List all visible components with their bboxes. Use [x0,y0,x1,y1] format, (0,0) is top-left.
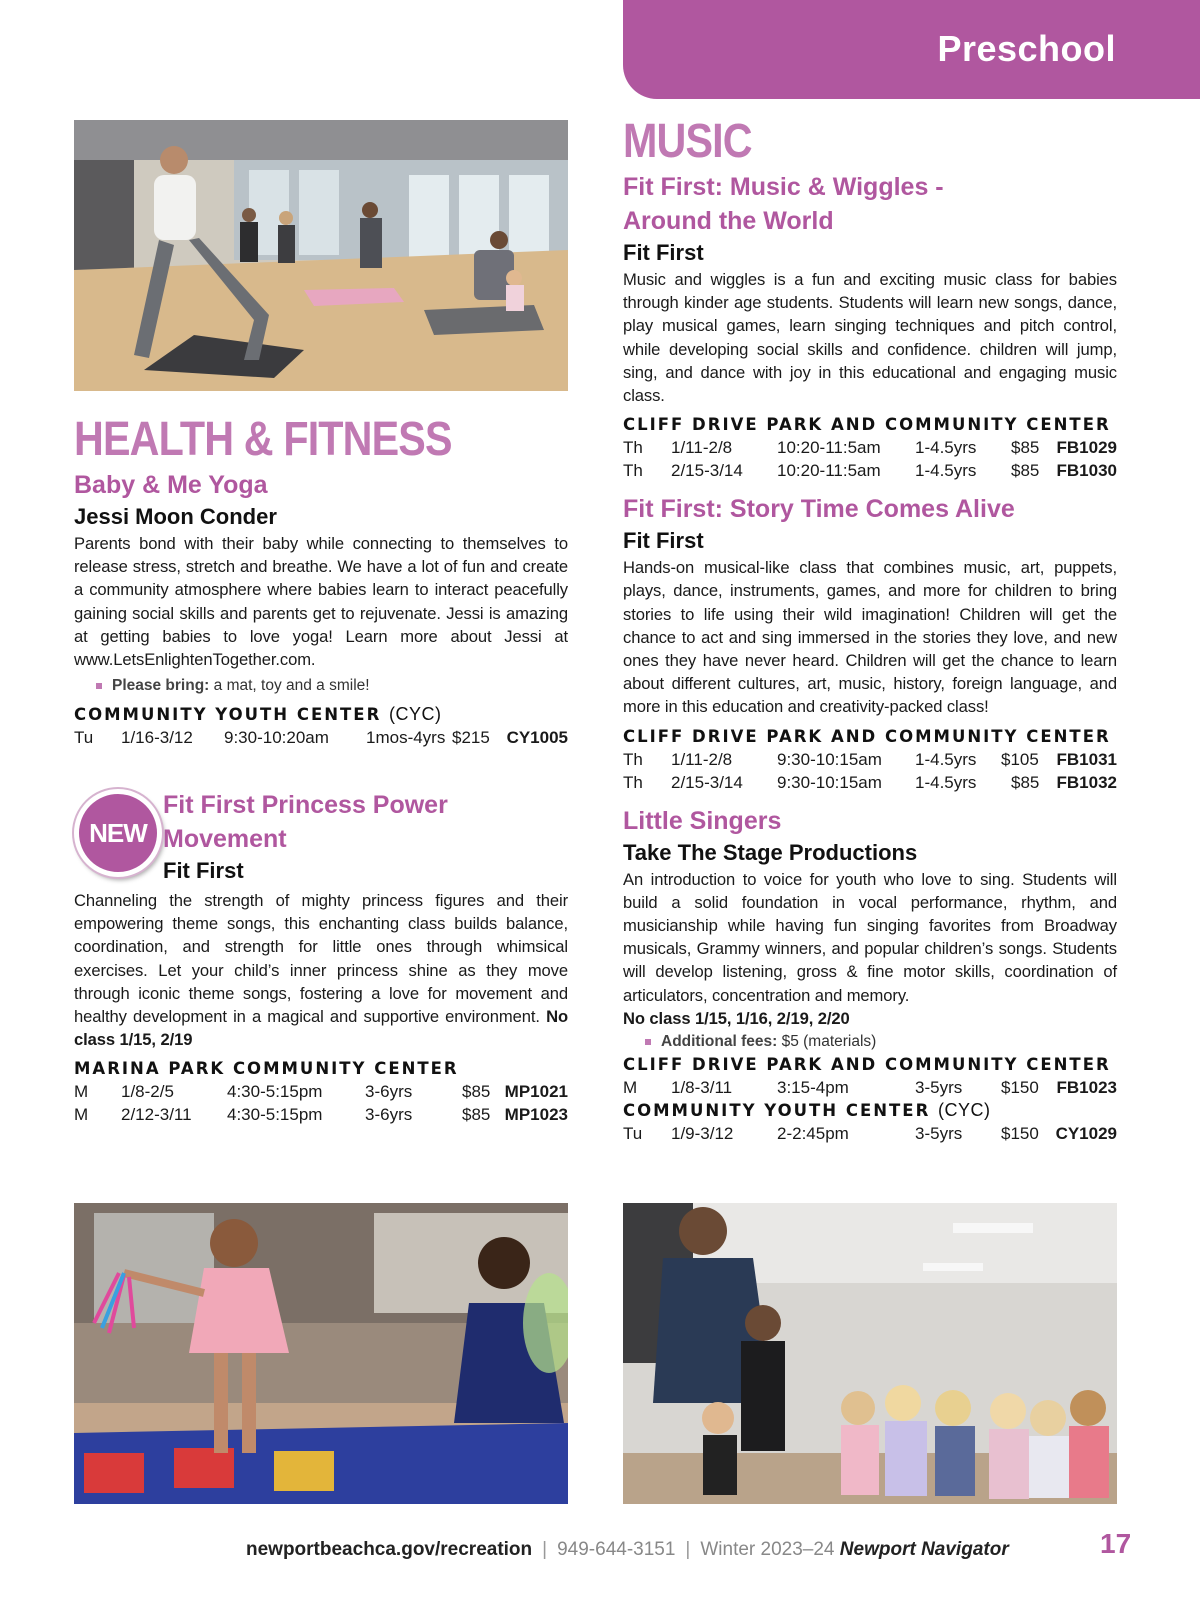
no-class-note [623,1007,1117,1030]
location-heading [623,1099,1117,1122]
session-time: 10:20-11:5am [777,461,881,481]
session-code: CY1029 [1055,1124,1117,1144]
location-name: COMMUNITY YOUTH CENTER [74,705,382,725]
location-suffix: (CYC) [389,704,442,725]
footer-separator: | [542,1539,548,1560]
session-fee: $150 [1001,1078,1039,1098]
session-code: CY1005 [506,728,568,748]
no-class-note: No class 1/15, 2/19 [74,1007,568,1050]
session-row [74,1103,568,1126]
section-tab [623,0,1200,99]
session-dates: 1/16-3/12 [121,728,193,748]
session-row [623,459,1117,482]
session-time: 9:30-10:15am [777,772,882,792]
session-time: 4:30-5:15pm [227,1082,323,1102]
location-heading: MARINA PARK COMMUNITY CENTER [74,1059,459,1079]
session-code: FB1023 [1056,1078,1117,1098]
session-fee: $215 [452,728,490,748]
session-fee: $85 [462,1105,491,1125]
session-dates: 2/15-3/14 [671,461,743,481]
session-day: Th [623,772,643,792]
session-ages: 3-5yrs [915,1078,963,1098]
course-title-wiggles-line1: Fit First: Music & Wiggles - [623,173,944,201]
course-title-princess-line2: Movement [163,825,287,853]
instructor-name: Fit First [623,528,704,554]
session-time: 10:20-11:5am [777,438,881,458]
bullet-square-icon [96,683,102,689]
session-day: Th [623,438,643,458]
course-description: Music and wiggles is a fun and exciting music class for babies through kinder age students. Students will learn new songs, dance, play musical games, learn singing techniques and pitch control, while developing social skills and confidence. children will jump, sing, and dance with joy in this educational and engaging music class. [623,270,1117,406]
location-name: COMMUNITY YOUTH CENTER [623,1101,931,1121]
yoga-class-photo [74,120,568,391]
session-dates: 1/11-2/8 [671,438,733,458]
location-heading: CLIFF DRIVE PARK AND COMMUNITY CENTER [623,1055,1111,1075]
session-ages: 1-4.5yrs [915,461,977,481]
princess-dance-photo [74,1203,568,1504]
session-ages: 1-4.5yrs [915,772,977,792]
location-heading: CLIFF DRIVE PARK AND COMMUNITY CENTER [623,726,1111,746]
instructor-name: Jessi Moon Conder [74,504,277,529]
page-footer [246,1535,1126,1565]
session-fee: $150 [1001,1124,1039,1144]
session-code: MP1023 [504,1105,568,1125]
course-title-baby-me-yoga: Baby & Me Yoga [74,471,268,499]
session-code: FB1031 [1056,749,1117,769]
instructor-name: Fit First [163,858,244,883]
footer-separator: | [685,1539,691,1560]
location-heading [74,703,568,726]
no-class-text: No class 1/15, 1/16, 2/19, 2/20 [623,1008,850,1028]
health-fitness-section [74,412,568,749]
session-day: M [74,1082,89,1102]
session-row [623,1076,1117,1099]
session-day: Th [623,749,643,769]
princess-title-block [163,788,568,886]
session-row [623,436,1117,459]
bring-note [74,674,568,697]
session-ages: 3-6yrs [365,1082,413,1102]
session-dates: 1/9-3/12 [671,1124,734,1144]
session-dates: 2/15-3/14 [671,772,743,792]
session-dates: 2/12-3/11 [121,1105,192,1125]
location-suffix: (CYC) [938,1100,991,1121]
session-ages: 1-4.5yrs [915,438,977,458]
fees-note [623,1030,1117,1053]
description-text: Channeling the strength of mighty princess figures and their empowering theme songs, this enchanting class builds balance, coordination, and strength for little ones through whimsical exercises. Let your child’s inner princess shine as they move through iconic theme songs, fostering a love for movement and healthy development in a magical and supportive environment. [74,891,568,1027]
session-dates: 1/11-2/8 [671,749,733,769]
session-row [623,1122,1117,1145]
instructor-name: Take The Stage Productions [623,839,918,865]
session-code: FB1032 [1056,772,1117,792]
session-fee: $85 [1011,772,1040,792]
course-description: Parents bond with their baby while connecting to themselves to release stress, stretch and breathe. We have a lot of fun and create a community atmosphere where babies learn to interact peacefully gaining social skills and parents get to rejuvenate. Jessi is amazing at getting babies to love yoga! Learn more about Jessi at www.LetsEnlightenTogether.com. [74,534,568,670]
footer-season: Winter 2023–24 [700,1539,835,1560]
new-badge: NEW [74,789,162,877]
session-row [74,1080,568,1103]
music-section [623,114,1117,1145]
session-time: 3:15-4pm [777,1078,849,1098]
session-time: 9:30-10:20am [224,728,329,748]
session-fee: $105 [1001,749,1039,769]
bring-label: Please bring: [112,677,210,695]
session-day: M [623,1078,638,1098]
session-ages: 1mos-4yrs [366,728,446,748]
course-description: Hands-on musical-like class that combines music, art, puppets, plays, dance, instruments, games, and more for children to bring stories to life using their wild imagination! Children will get the chance to act and sing immersed in the stories they love, and new ones they have never heard. Children will get the chance to learn about different cultures, art, music, history, foreign language, and more in this education and creativity-packed class! [623,558,1117,717]
session-time: 4:30-5:15pm [227,1105,323,1125]
session-fee: $85 [1011,438,1040,458]
session-row [623,771,1117,794]
footer-phone: 949-644-3151 [557,1539,676,1560]
footer-magazine: Newport Navigator [839,1539,1009,1560]
bullet-square-icon [645,1039,651,1045]
session-time: 9:30-10:15am [777,749,882,769]
session-day: Th [623,461,643,481]
session-fee: $85 [1011,461,1040,481]
session-ages: 3-6yrs [365,1105,413,1125]
footer-url[interactable]: newportbeachca.gov/recreation [246,1539,533,1560]
course-title-wiggles-line2: Around the World [623,207,834,235]
session-code: MP1021 [504,1082,568,1102]
bring-text: a mat, toy and a smile! [213,677,370,695]
session-code: FB1029 [1056,438,1117,458]
section-title-health-fitness: HEALTH & FITNESS [74,413,452,466]
session-ages: 1-4.5yrs [915,749,977,769]
course-description: An introduction to voice for youth who love to sing. Students will build a solid foundation in vocal performance, rhythm, and musicianship while having fun singing favorites from Broadway musicals, Grammy winners, and popular children’s songs. Students will develop listening, gross & fine motor skills, coordination of articulators, concentration and memory. [623,869,1117,1005]
instructor-name: Fit First [623,240,704,265]
course-title-little-singers: Little Singers [623,806,782,835]
section-title-music: MUSIC [623,115,752,168]
session-day: Tu [74,728,94,748]
session-ages: 3-5yrs [915,1124,963,1144]
course-title-story-time: Fit First: Story Time Comes Alive [623,495,1015,524]
little-singers-photo [623,1203,1117,1504]
session-dates: 1/8-2/5 [121,1082,174,1102]
session-dates: 1/8-3/11 [671,1078,733,1098]
session-day: Tu [623,1124,643,1144]
session-fee: $85 [462,1082,491,1102]
page-number: 17 [1100,1528,1132,1559]
session-code: FB1030 [1056,461,1117,481]
session-day: M [74,1105,89,1125]
session-row [623,748,1117,771]
session-row [74,726,568,749]
session-time: 2-2:45pm [777,1124,849,1144]
course-description [74,889,568,1051]
princess-details [74,889,568,1126]
fees-text: $5 (materials) [781,1033,877,1051]
section-tab-label: Preschool [937,28,1116,69]
fees-label: Additional fees: [661,1033,778,1051]
course-title-princess-line1: Fit First Princess Power [163,791,448,819]
location-heading: CLIFF DRIVE PARK AND COMMUNITY CENTER [623,415,1111,435]
